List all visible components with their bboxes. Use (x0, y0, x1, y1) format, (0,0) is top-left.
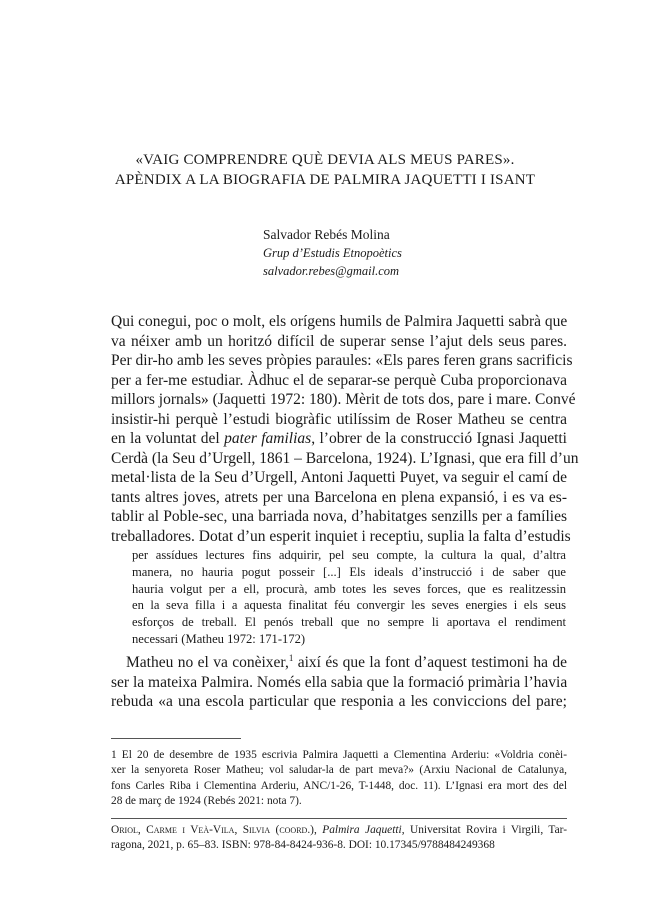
quote-line: manera, no hauria pogut posseir [...] Els ideals d’instrucció i de saber que (132, 564, 566, 579)
body-line: Qui conegui, poc o molt, els orígens humils de Palmira Jaquetti sabrà que (111, 313, 568, 330)
body-line: Cerdà (la Seu d’Urgell, 1861 – Barcelona, 1924). L’Ignasi, que era fill d’un (111, 449, 579, 467)
body-paragraph (111, 312, 579, 546)
body-text: Matheu no el va conèixer, (126, 654, 289, 671)
body-text: , l’obrer de la construcció Ignasi Jaquetti (311, 430, 567, 447)
author-email: salvador.rebes@gmail.com (263, 264, 400, 278)
body-line: treballadores. Dotat d’un esperit inquiet i receptiu, suplia la falta d’estudis (111, 527, 571, 545)
title-line-2: APÈNDIX A LA BIOGRAFIA DE PALMIRA JAQUETTI I ISANT (114, 172, 536, 188)
footnote-line: xer la senyoreta Roser Matheu; vol saludar-la de part meva?» (Arxiu Nacional de Catalunya, (111, 764, 567, 777)
citation-line (111, 823, 567, 838)
article-title (0, 150, 650, 190)
footnote-line: 28 de març de 1924 (Rebés 2021: nota 7). (111, 794, 302, 807)
citation-text: , Universitat Rovira i Virgili, Tar- (401, 824, 568, 836)
author-affiliation: Grup d’Estudis Etnopoètics (263, 246, 402, 260)
quote-line: necessari (Matheu 1972: 171-172) (132, 631, 306, 646)
body-line: va néixer amb un horitzó difícil de superar sense l’ajut dels seus pares. (111, 332, 567, 350)
footnote-line: fons Carles Riba i Clementina Arderiu, ANC/1-26, T-1448, doc. 11). L’Ignasi era mort des del (111, 779, 567, 792)
body-text: així és que la font d’aquest testimoni ha de (293, 654, 567, 671)
footnote-line: 1 El 20 de desembre de 1935 escrivia Palmira Jaquetti a Clementina Arderiu: «Voldria conèi- (111, 749, 567, 761)
title-line-1: «VAIG COMPRENDRE QUÈ DEVIA ALS MEUS PARES». (135, 152, 515, 168)
citation-book-title: Palmira Jaquetti (322, 824, 402, 836)
body-line: tants altres joves, atrets per una Barcelona en plena expansió, i es va es- (111, 488, 567, 506)
body-line: per a fer-me estudiar. Àdhuc el de separar-se perquè Cuba proporcionava (111, 371, 567, 389)
footnote-divider (111, 738, 241, 739)
footnote-marker: 1 (288, 653, 294, 663)
body-line: rebuda «a una escola particular que responia a les conviccions del pare; (111, 693, 567, 710)
body-line: insistir-hi perquè l’estudi biogràfic utilíssim de Roser Matheu se centra (111, 410, 567, 428)
body-line (111, 429, 567, 449)
citation-line: ragona, 2021, p. 65–83. ISBN: 978-84-8424-936-8. DOI: 10.17345/9788484249368 (111, 839, 495, 852)
body-line: metal·lista de la Seu d’Urgell, Antoni Jaquetti Puyet, va seguir el camí de (111, 469, 567, 486)
body-line (111, 653, 567, 673)
footnote (111, 748, 567, 809)
body-line: tablir al Poble-sec, una barriada nova, d’habitatges senzills per a famílies (111, 508, 567, 525)
quote-line: hauria volgut per a ell, procurà, amb totes les seves forces, que es realitzessin (132, 581, 566, 596)
quote-line: esforços de treball. El penós treball que no sempre li aportava el rendiment (132, 615, 566, 630)
quote-line: en la seva filla i a aquesta finalitat féu convergir les seves energies i els seus (132, 598, 566, 613)
citation-authors: Oriol, Carme i Veà-Vila, Silvia (coord.), (111, 824, 323, 836)
citation-divider (111, 818, 567, 819)
author-name: Salvador Rebés Molina (263, 227, 390, 242)
body-text: en la voluntat del (111, 430, 225, 447)
body-italic-term: pater familias (224, 430, 312, 447)
body-line: ser la mateixa Palmira. Només ella sabia que la formació primària l’havia (111, 673, 568, 691)
block-quote (132, 547, 566, 648)
body-paragraph-2 (111, 653, 567, 712)
body-line: Per dir-ho amb les seves pròpies paraules: «Els pares feren grans sacrificis (111, 352, 573, 369)
body-line: millors jornals» (Jaquetti 1972: 180). Mèrit de tots dos, pare i mare. Convé (111, 391, 576, 408)
citation (111, 823, 567, 854)
author-block (263, 226, 402, 280)
quote-line: per assídues lectures fins adquirir, pel seu compte, la cultura la qual, d’altra (132, 548, 566, 562)
